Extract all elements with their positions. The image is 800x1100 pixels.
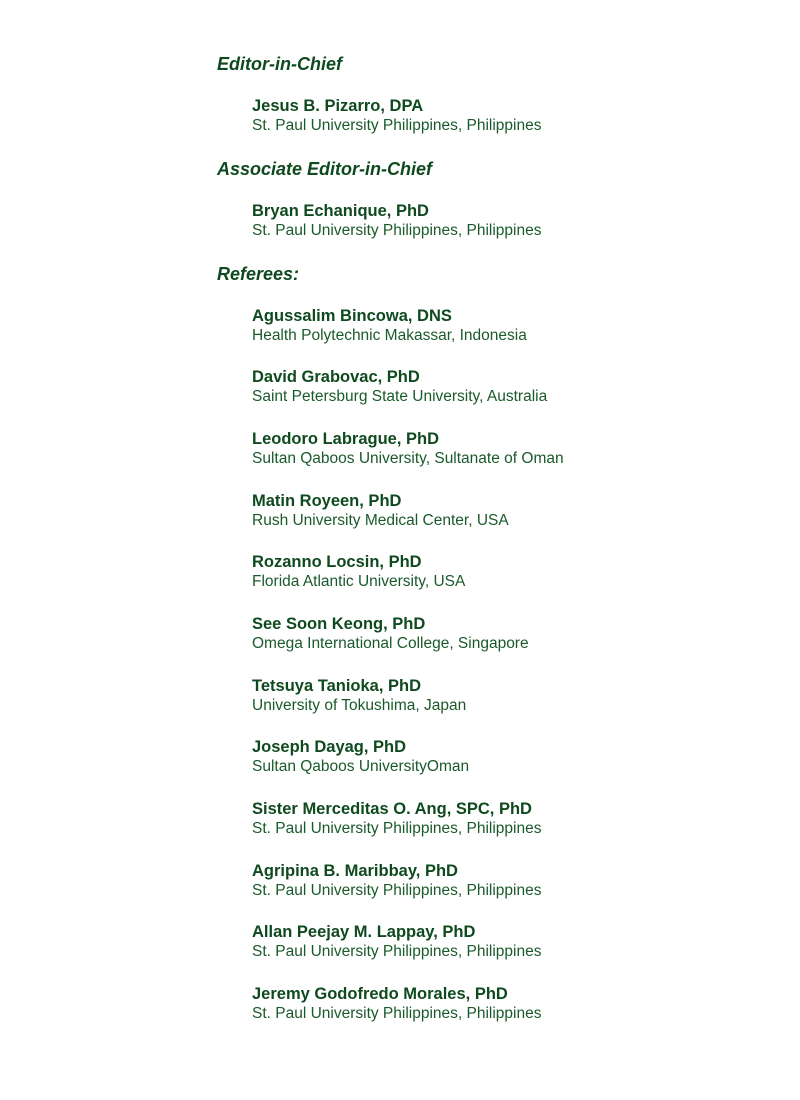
- referees-heading: Referees:: [217, 264, 300, 284]
- person-name: David Grabovac, PhD: [252, 368, 420, 386]
- person-name: Joseph Dayag, PhD: [252, 738, 407, 756]
- person-name: Agripina B. Maribbay, PhD: [252, 862, 458, 880]
- person-affiliation: Florida Atlantic University, USA: [252, 573, 466, 590]
- referee-entry: [252, 922, 541, 962]
- person-affiliation: St. Paul University Philippines, Philippines: [252, 117, 542, 134]
- person-affiliation: Saint Petersburg State University, Australia: [252, 388, 548, 405]
- person-affiliation: St. Paul University Philippines, Philippines: [252, 943, 542, 960]
- referee-entry: [252, 491, 509, 531]
- referee-entry: [252, 552, 465, 592]
- person-name: Rozanno Locsin, PhD: [252, 553, 422, 571]
- person-affiliation: Sultan Qaboos University, Sultanate of Oman: [252, 450, 564, 467]
- referee-entry: [252, 984, 541, 1024]
- person-name: Bryan Echanique, PhD: [252, 202, 429, 220]
- referee-entry: [252, 676, 466, 716]
- person-affiliation: Omega International College, Singapore: [252, 635, 529, 652]
- person-name: Jeremy Godofredo Morales, PhD: [252, 985, 508, 1003]
- referee-entry: [252, 799, 541, 839]
- editor-in-chief-heading: Editor-in-Chief: [217, 54, 342, 74]
- person-name: Leodoro Labrague, PhD: [252, 430, 440, 448]
- associate-editor-entry: [252, 201, 541, 241]
- person-affiliation: St. Paul University Philippines, Philippines: [252, 1005, 542, 1022]
- person-name: Sister Merceditas O. Ang, SPC, PhD: [252, 800, 532, 818]
- person-affiliation: Sultan Qaboos UniversityOman: [252, 758, 470, 775]
- person-name: See Soon Keong, PhD: [252, 615, 426, 633]
- person-name: Matin Royeen, PhD: [252, 492, 402, 510]
- referee-entry: [252, 614, 529, 654]
- person-affiliation: St. Paul University Philippines, Philippines: [252, 820, 542, 837]
- referee-entry: [252, 306, 527, 346]
- person-name: Agussalim Bincowa, DNS: [252, 307, 452, 325]
- person-name: Allan Peejay M. Lappay, PhD: [252, 923, 476, 941]
- associate-editor-heading: Associate Editor-in-Chief: [217, 159, 433, 179]
- editor-in-chief-entry: [252, 96, 541, 136]
- person-name: Tetsuya Tanioka, PhD: [252, 677, 422, 695]
- referee-entry: [252, 367, 547, 407]
- person-affiliation: Health Polytechnic Makassar, Indonesia: [252, 327, 527, 344]
- referee-entry: [252, 429, 564, 469]
- person-name: Jesus B. Pizarro, DPA: [252, 97, 424, 115]
- person-affiliation: St. Paul University Philippines, Philippines: [252, 222, 542, 239]
- referee-entry: [252, 861, 541, 901]
- person-affiliation: St. Paul University Philippines, Philippines: [252, 882, 542, 899]
- referee-entry: [252, 737, 469, 777]
- person-affiliation: Rush University Medical Center, USA: [252, 512, 509, 529]
- person-affiliation: University of Tokushima, Japan: [252, 697, 467, 714]
